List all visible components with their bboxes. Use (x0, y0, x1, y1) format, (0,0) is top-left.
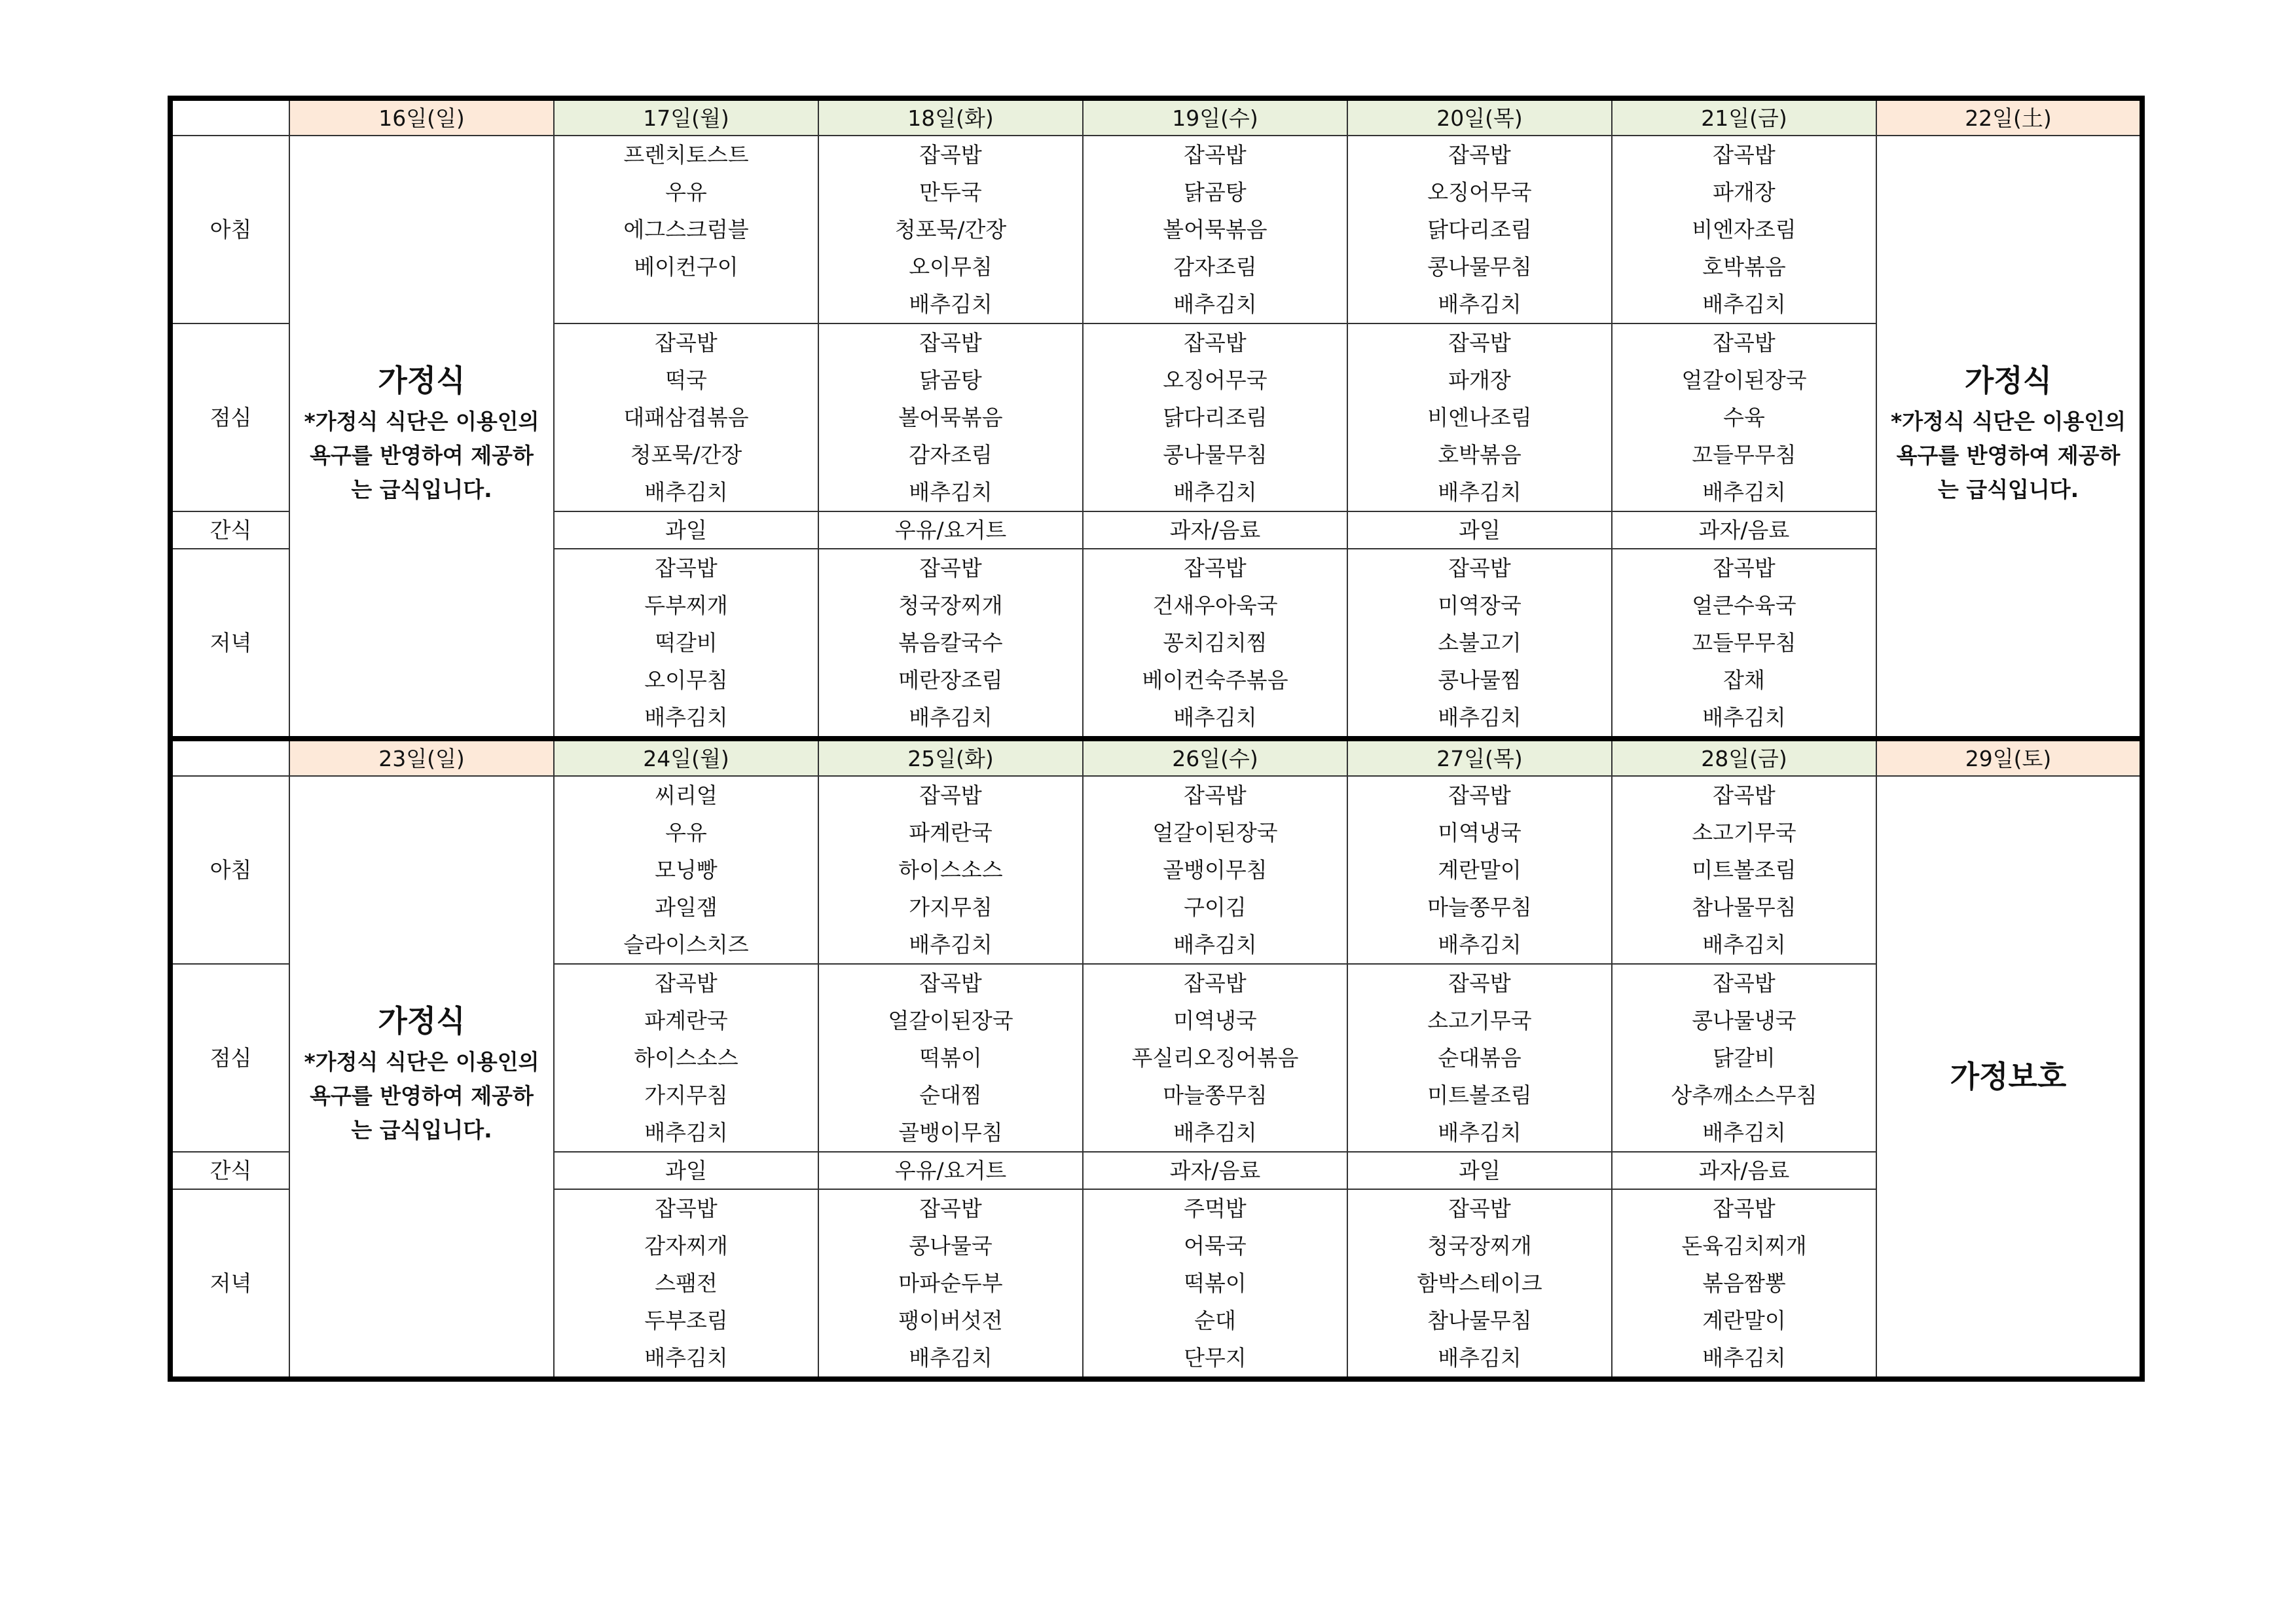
menu-item: 호박볶음 (1438, 442, 1522, 468)
day-header-saturday: 29일(토) (1876, 739, 2142, 776)
dinner-cell (554, 549, 818, 739)
dinner-cell (554, 1189, 818, 1379)
menu-item: 감자조림 (909, 442, 993, 468)
menu-item: 닭다리조림 (1163, 405, 1267, 430)
day-header: 27일(목) (1347, 739, 1612, 776)
menu-item: 계란말이 (1702, 1308, 1786, 1333)
menu-item: 우유 (665, 820, 707, 845)
menu-item: 파개장 (1713, 179, 1776, 205)
menu-item: 청국장찌개 (898, 593, 1003, 618)
snack-cell: 우유/요거트 (818, 511, 1083, 549)
menu-item: 잡곡밥 (919, 783, 982, 808)
menu-item: 볶음짬뽕 (1702, 1270, 1786, 1296)
menu-item: 볼어묵볶음 (1163, 217, 1267, 242)
menu-item: 배추김치 (909, 705, 993, 730)
dinner-cell (818, 1189, 1083, 1379)
breakfast-row (170, 136, 2142, 323)
menu-item: 소고기무국 (1427, 1008, 1532, 1033)
menu-item: 얼갈이된장국 (888, 1008, 1013, 1033)
menu-item: 닭다리조림 (1427, 217, 1532, 242)
day-header: 18일(화) (818, 98, 1083, 136)
menu-item: 팽이버섯전 (898, 1308, 1003, 1333)
menu-item: 배추김치 (1438, 932, 1522, 957)
menu-item: 잡곡밥 (1713, 330, 1776, 356)
menu-item: 푸실리오징어볶음 (1131, 1045, 1299, 1071)
menu-item: 오이무침 (644, 667, 728, 693)
snack-cell: 과자/음료 (1083, 1152, 1347, 1189)
menu-item: 잡곡밥 (655, 970, 718, 996)
menu-item: 두부찌개 (644, 593, 728, 618)
day-header-sunday: 23일(일) (289, 739, 554, 776)
menu-item: 떡볶이 (919, 1045, 982, 1071)
menu-item: 배추김치 (1702, 1345, 1786, 1371)
menu-item: 떡볶이 (1184, 1270, 1247, 1296)
week-header-row (170, 739, 2142, 776)
menu-item: 콩나물무침 (1427, 254, 1532, 280)
menu-item: 볼어묵볶음 (898, 405, 1003, 430)
home-meal-note-line: 욕구를 반영하여 제공하 (310, 1083, 534, 1109)
menu-item: 만두국 (919, 179, 982, 205)
menu-item: 베이컨숙주볶음 (1142, 667, 1288, 693)
menu-item: 배추김치 (644, 1120, 728, 1145)
breakfast-cell (1083, 776, 1347, 964)
menu-item: 씨리얼 (655, 783, 718, 808)
menu-table-body (170, 98, 2142, 1379)
menu-item: 잡곡밥 (919, 1196, 982, 1221)
menu-item: 감자찌개 (644, 1233, 728, 1259)
menu-item: 배추김치 (1173, 932, 1257, 957)
menu-item: 메란장조림 (898, 667, 1003, 693)
breakfast-cell (1347, 136, 1612, 323)
lunch-cell (1612, 323, 1876, 511)
home-meal-note (290, 405, 553, 507)
menu-item: 어묵국 (1184, 1233, 1247, 1259)
menu-item: 청포묵/간장 (894, 217, 1007, 242)
menu-item: 잡곡밥 (1448, 1196, 1511, 1221)
home-meal-note (290, 1045, 553, 1147)
menu-item: 배추김치 (1702, 705, 1786, 730)
menu-item: 스팸전 (655, 1270, 718, 1296)
menu-item: 마늘쫑무침 (1427, 895, 1532, 920)
menu-item: 돈육김치찌개 (1681, 1233, 1807, 1259)
menu-item: 배추김치 (1702, 1120, 1786, 1145)
menu-item: 잡곡밥 (1713, 142, 1776, 168)
menu-item: 호박볶음 (1702, 254, 1786, 280)
lunch-cell (1347, 964, 1612, 1152)
lunch-cell (818, 964, 1083, 1152)
breakfast-cell (554, 776, 818, 964)
menu-item: 계란말이 (1438, 857, 1522, 883)
home-meal-note-line: *가정식 식단은 이용인의 (304, 1049, 539, 1075)
dinner-cell (1347, 549, 1612, 739)
menu-item: 잡곡밥 (1448, 555, 1511, 581)
breakfast-row (170, 776, 2142, 964)
menu-item: 파개장 (1448, 367, 1511, 393)
dinner-cell (1612, 1189, 1876, 1379)
snack-cell: 과일 (554, 511, 818, 549)
menu-item: 대패삼겹볶음 (623, 405, 749, 430)
home-meal-note-line: 는 급식입니다. (351, 477, 492, 502)
lunch-cell (1083, 964, 1347, 1152)
meal-label-dinner: 저녁 (170, 549, 289, 739)
menu-item: 청국장찌개 (1427, 1233, 1532, 1259)
breakfast-cell (1612, 776, 1876, 964)
snack-cell: 과자/음료 (1612, 1152, 1876, 1189)
menu-item: 소고기무국 (1692, 820, 1796, 845)
menu-item: 잡곡밥 (1713, 783, 1776, 808)
menu-item: 가지무침 (644, 1082, 728, 1108)
snack-cell: 과일 (554, 1152, 818, 1189)
breakfast-cell (1347, 776, 1612, 964)
menu-item: 감자조림 (1173, 254, 1257, 280)
menu-item: 잡곡밥 (919, 330, 982, 356)
meal-label-snack: 간식 (170, 1152, 289, 1189)
menu-item: 잡곡밥 (1713, 1196, 1776, 1221)
breakfast-cell (818, 136, 1083, 323)
menu-item: 배추김치 (1702, 932, 1786, 957)
menu-item: 잡곡밥 (919, 555, 982, 581)
snack-cell: 과자/음료 (1083, 511, 1347, 549)
menu-item: 콩나물찜 (1438, 667, 1522, 693)
menu-item: 배추김치 (644, 479, 728, 505)
menu-item: 잡곡밥 (655, 330, 718, 356)
menu-item: 꼬들무무침 (1692, 630, 1796, 655)
menu-item: 잡곡밥 (1448, 142, 1511, 168)
menu-item: 하이스소스 (634, 1045, 738, 1071)
dinner-cell (818, 549, 1083, 739)
sunday-home-meal-cell (289, 776, 554, 1379)
day-header: 17일(월) (554, 98, 818, 136)
breakfast-cell (818, 776, 1083, 964)
menu-item: 두부조림 (644, 1308, 728, 1333)
menu-item: 잡곡밥 (1184, 783, 1247, 808)
home-meal-note-line: *가정식 식단은 이용인의 (304, 409, 539, 434)
menu-item: 미역장국 (1438, 593, 1522, 618)
menu-item: 모닝빵 (655, 857, 718, 883)
menu-item: 닭곰탕 (919, 367, 982, 393)
menu-item: 미트볼조림 (1692, 857, 1796, 883)
menu-item: 프렌치토스트 (623, 142, 749, 168)
menu-item: 미트볼조림 (1427, 1082, 1532, 1108)
dinner-cell (1347, 1189, 1612, 1379)
menu-item: 배추김치 (644, 1345, 728, 1371)
menu-item: 잡곡밥 (1713, 555, 1776, 581)
menu-item: 오징어무국 (1163, 367, 1267, 393)
menu-item: 참나물무침 (1427, 1308, 1532, 1333)
menu-item: 소불고기 (1438, 630, 1522, 655)
breakfast-cell (1083, 136, 1347, 323)
menu-item: 오이무침 (909, 254, 993, 280)
meal-label-lunch: 점심 (170, 323, 289, 511)
lunch-cell (1347, 323, 1612, 511)
home-meal-note-line: 욕구를 반영하여 제공하 (310, 443, 534, 468)
menu-item: 볶음칼국수 (898, 630, 1003, 655)
menu-item: 배추김치 (1173, 705, 1257, 730)
day-header-sunday: 16일(일) (289, 98, 554, 136)
day-header: 20일(목) (1347, 98, 1612, 136)
menu-item: 순대찜 (919, 1082, 982, 1108)
home-meal-note-line: *가정식 식단은 이용인의 (1890, 409, 2126, 434)
snack-cell: 우유/요거트 (818, 1152, 1083, 1189)
home-meal-title: 가정식 (378, 1003, 465, 1039)
menu-item: 과일잼 (655, 895, 718, 920)
day-header: 24일(월) (554, 739, 818, 776)
menu-item: 함박스테이크 (1417, 1270, 1542, 1296)
menu-item: 잡곡밥 (1184, 330, 1247, 356)
menu-item: 얼큰수육국 (1692, 593, 1796, 618)
menu-item: 배추김치 (644, 705, 728, 730)
snack-cell: 과일 (1347, 511, 1612, 549)
menu-item: 가지무침 (909, 895, 993, 920)
menu-item: 우유 (665, 179, 707, 205)
menu-item: 하이스소스 (898, 857, 1003, 883)
menu-item: 콩나물냉국 (1692, 1008, 1796, 1033)
menu-item: 닭갈비 (1713, 1045, 1776, 1071)
menu-item: 배추김치 (1702, 479, 1786, 505)
menu-item: 단무지 (1184, 1345, 1247, 1371)
week-header-row (170, 98, 2142, 136)
weekly-meal-menu-table (168, 96, 2145, 1382)
menu-item: 콩나물국 (909, 1233, 993, 1259)
menu-item: 골뱅이무침 (898, 1120, 1003, 1145)
home-meal-title: 가정식 (378, 363, 465, 398)
menu-item: 순대볶음 (1438, 1045, 1522, 1071)
menu-item: 수육 (1723, 405, 1765, 430)
menu-item: 건새우아욱국 (1152, 593, 1278, 618)
menu-item: 파계란국 (644, 1008, 728, 1033)
menu-item: 잡곡밥 (1184, 970, 1247, 996)
menu-item: 배추김치 (1173, 291, 1257, 317)
snack-cell: 과일 (1347, 1152, 1612, 1189)
header-corner (170, 739, 289, 776)
menu-item: 잡곡밥 (1713, 970, 1776, 996)
menu-item: 비엔자조림 (1692, 217, 1796, 242)
menu-item: 배추김치 (1438, 1120, 1522, 1145)
menu-item: 배추김치 (909, 1345, 993, 1371)
lunch-cell (818, 323, 1083, 511)
home-meal-note (1877, 405, 2140, 507)
menu-item: 청포묵/간장 (630, 442, 742, 468)
menu-item: 잡곡밥 (919, 970, 982, 996)
menu-item: 배추김치 (909, 479, 993, 505)
menu-item: 비엔나조림 (1427, 405, 1532, 430)
lunch-cell (554, 323, 818, 511)
day-header: 21일(금) (1612, 98, 1876, 136)
home-meal-note-line: 욕구를 반영하여 제공하 (1896, 443, 2121, 468)
menu-item: 꽁치김치찜 (1163, 630, 1267, 655)
menu-item: 꼬들무무침 (1692, 442, 1796, 468)
menu-item: 슬라이스치즈 (623, 932, 749, 957)
home-meal-title: 가정식 (1964, 363, 2052, 398)
dinner-cell (1083, 1189, 1347, 1379)
breakfast-cell (1612, 136, 1876, 323)
snack-cell: 과자/음료 (1612, 511, 1876, 549)
menu-item: 에그스크럼블 (623, 217, 749, 242)
menu-item: 얼갈이된장국 (1152, 820, 1278, 845)
lunch-cell (1083, 323, 1347, 511)
menu-item: 잡곡밥 (1448, 783, 1511, 808)
menu-item: 배추김치 (1438, 1345, 1522, 1371)
menu-item: 베이컨구이 (634, 254, 738, 280)
menu-item: 배추김치 (1173, 479, 1257, 505)
menu-item: 잡곡밥 (1448, 970, 1511, 996)
saturday-cell (1876, 776, 2142, 1379)
menu-item: 배추김치 (1438, 479, 1522, 505)
menu-item: 상추깨소스무침 (1671, 1082, 1817, 1108)
menu-item: 배추김치 (1173, 1120, 1257, 1145)
day-header: 28일(금) (1612, 739, 1876, 776)
menu-item: 잡채 (1723, 667, 1765, 693)
menu-item: 잡곡밥 (1184, 555, 1247, 581)
menu-item: 마늘쫑무침 (1163, 1082, 1267, 1108)
menu-item: 떡갈비 (655, 630, 718, 655)
header-corner (170, 98, 289, 136)
day-header: 26일(수) (1083, 739, 1347, 776)
menu-item: 오징어무국 (1427, 179, 1532, 205)
menu-item: 닭곰탕 (1184, 179, 1247, 205)
meal-label-dinner: 저녁 (170, 1189, 289, 1379)
menu-item: 배추김치 (909, 932, 993, 957)
day-header: 25일(화) (818, 739, 1083, 776)
menu-item: 잡곡밥 (655, 555, 718, 581)
menu-item: 배추김치 (1438, 291, 1522, 317)
dinner-cell (1612, 549, 1876, 739)
menu-item: 미역냉국 (1438, 820, 1522, 845)
home-care-label: 가정보호 (1950, 1059, 2067, 1094)
menu-item: 구이김 (1184, 895, 1247, 920)
menu-item: 골뱅이무침 (1163, 857, 1267, 883)
lunch-cell (554, 964, 818, 1152)
menu-item: 파계란국 (909, 820, 993, 845)
menu-item: 콩나물무침 (1163, 442, 1267, 468)
menu-item: 미역냉국 (1173, 1008, 1257, 1033)
menu-item: 마파순두부 (898, 1270, 1003, 1296)
menu-item: 배추김치 (1702, 291, 1786, 317)
meal-label-lunch: 점심 (170, 964, 289, 1152)
day-header-saturday: 22일(土) (1876, 98, 2142, 136)
day-header: 19일(수) (1083, 98, 1347, 136)
home-meal-note-line: 는 급식입니다. (1937, 477, 2079, 502)
menu-item: 잡곡밥 (1184, 142, 1247, 168)
menu-item: 주먹밥 (1184, 1196, 1247, 1221)
saturday-cell (1876, 136, 2142, 739)
meal-label-snack: 간식 (170, 511, 289, 549)
menu-item: 얼갈이된장국 (1681, 367, 1807, 393)
sunday-home-meal-cell (289, 136, 554, 739)
dinner-cell (1083, 549, 1347, 739)
breakfast-cell (554, 136, 818, 323)
menu-item: 잡곡밥 (1448, 330, 1511, 356)
menu-item: 배추김치 (1438, 705, 1522, 730)
menu-item: 참나물무침 (1692, 895, 1796, 920)
home-meal-note-line: 는 급식입니다. (351, 1117, 492, 1143)
menu-item: 떡국 (665, 367, 707, 393)
meal-label-breakfast: 아침 (170, 776, 289, 964)
menu-item: 배추김치 (909, 291, 993, 317)
meal-label-breakfast: 아침 (170, 136, 289, 323)
menu-item: 순대 (1194, 1308, 1236, 1333)
lunch-cell (1612, 964, 1876, 1152)
menu-item: 잡곡밥 (655, 1196, 718, 1221)
menu-item: 잡곡밥 (919, 142, 982, 168)
